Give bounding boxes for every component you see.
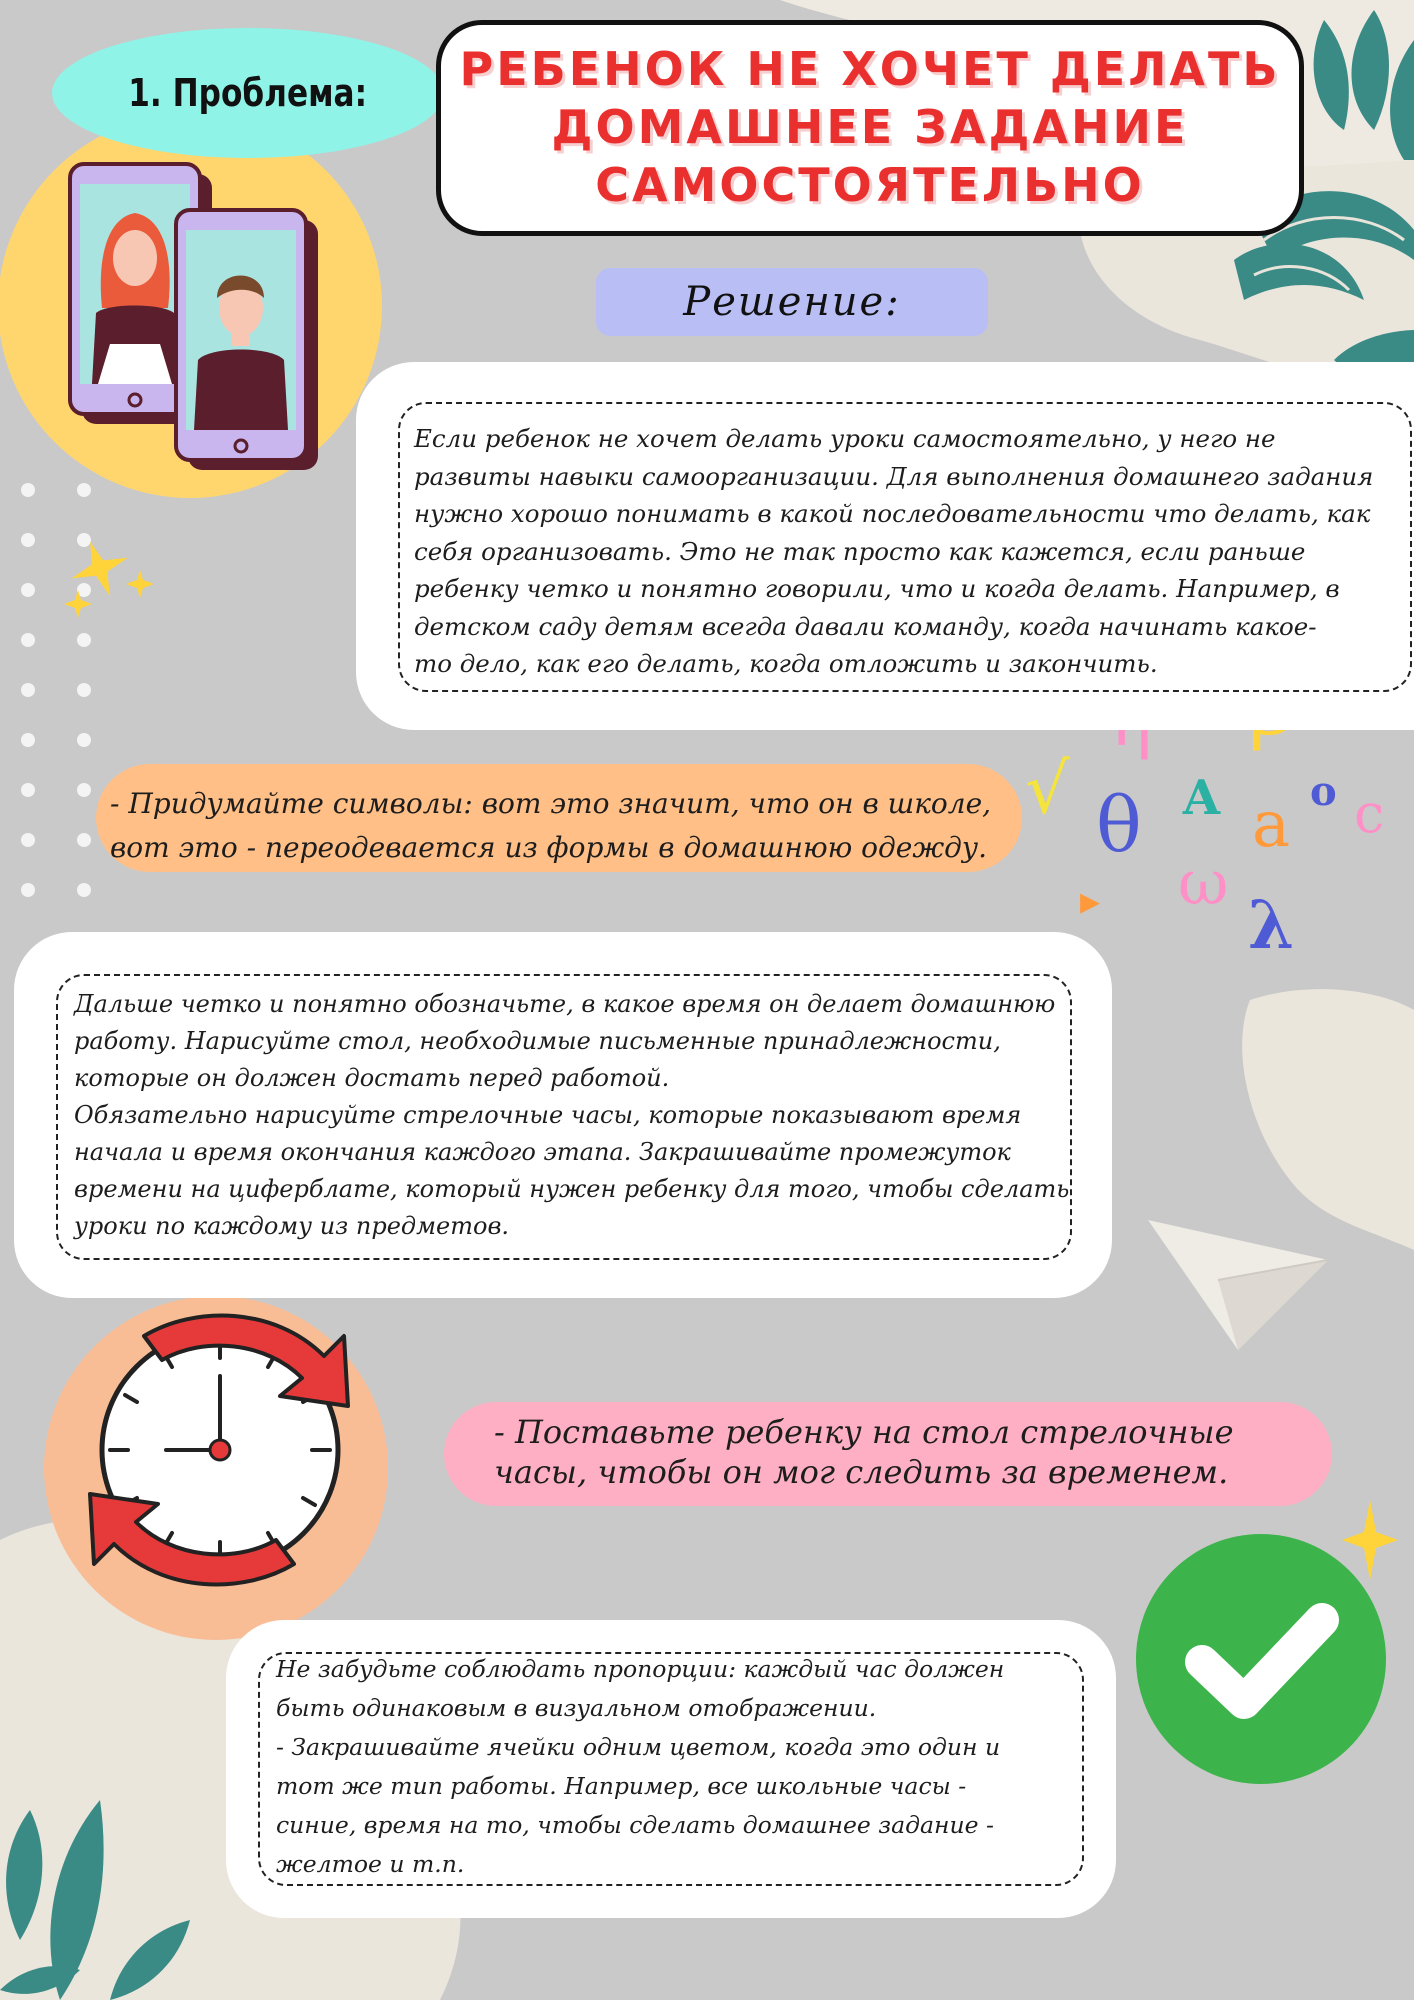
problem-label-pill (52, 28, 444, 158)
letter-glyph: ο (1310, 768, 1337, 815)
paper-plane-icon (1148, 1210, 1338, 1360)
leaf-decoration-bottom (0, 1740, 220, 2000)
tip-clock-text: - Поставьте ребенку на стол стрелочные часы, чтобы он мог следить за временем. (494, 1413, 1234, 1491)
proportions-text: Не забудьте соблюдать пропорции: каждый час должен быть одинаковым в визуальном отображении. - Закрашивайте ячейки одним цветом, когда это один и тот же тип работы. Например, все школьные часы - синие, время на то, чтобы сделать домашнее задание - желтое и т.п. (276, 1655, 1005, 1878)
page-title: РЕБЕНОК НЕ ХОЧЕТ ДЕЛАТЬ ДОМАШНЕЕ ЗАДАНИЕ САМОСТОЯТЕЛЬНО (459, 42, 1281, 212)
problem-label: 1. Проблема: (128, 71, 368, 115)
video-call-illustration (0, 108, 392, 508)
letter-glyph: θ (1096, 780, 1142, 869)
letter-glyph: А (1182, 770, 1222, 826)
letter-glyph: √ (1025, 748, 1070, 830)
solution-label-pill (596, 268, 988, 336)
tip-symbols-text: - Придумайте символы: вот это значит, что он в школе, вот это - переодевается из формы в домашнюю одежду. (110, 787, 992, 864)
solution-label: Решение: (683, 279, 901, 325)
explanation-text: Если ребенок не хочет делать уроки самостоятельно, у него не развиты навыки самоорганизации. Для выполнения домашнего задания нужно хорошо понимать в какой последовательности что делать, как себя организовать. Это не так просто как кажется, если раньше ребенку четко и понятно говорили, что и когда делать. Например, в детском саду детям всегда давали команду, когда начинать какое- то дело, как его делать, когда отложить и закончить. (414, 424, 1374, 678)
letter-glyph: а (1252, 788, 1291, 862)
letter-glyph: ▸ (1080, 878, 1101, 924)
schedule-text: Дальше четко и понятно обозначьте, в какое время он делает домашнюю работу. Нарисуйте стол, необходимые письменные принадлежности, которые он должен достать перед работой. Обязательно нарисуйте стрелочные часы, которые показывают время начала и время окончания каждого этапа. Закрашивайте промежуток времени на циферблате, который нужен ребенку для того, чтобы сделать уроки по каждому из предметов. (74, 990, 1070, 1240)
letter-glyph: λ (1248, 886, 1295, 964)
letter-glyph: с (1354, 782, 1385, 845)
letter-glyph: ω (1178, 846, 1229, 919)
checkmark-icon (1136, 1534, 1386, 1784)
sparkle-icon (60, 540, 160, 620)
title-box (436, 20, 1304, 236)
clock-icon (44, 1296, 404, 1656)
